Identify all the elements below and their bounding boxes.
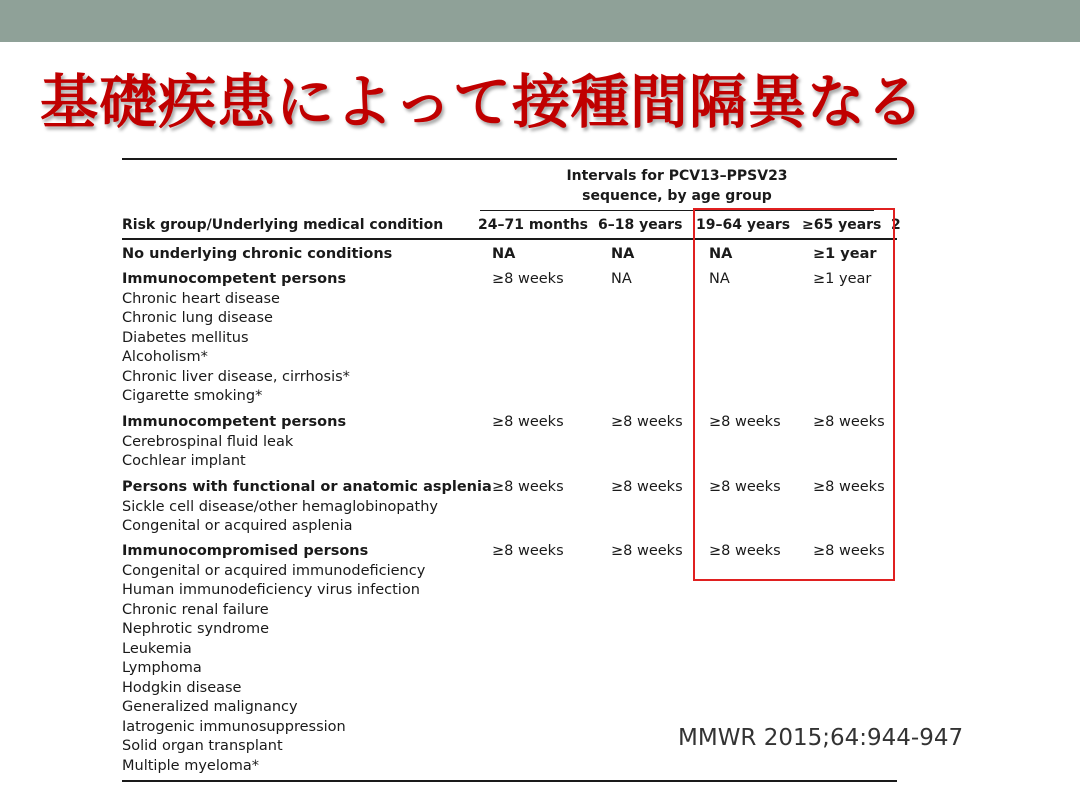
group-header-line2: sequence, by age group: [582, 188, 772, 204]
cell-65-years: ≥1 year: [813, 271, 872, 287]
row-item: Alcoholism*: [122, 349, 208, 365]
cell-6-18-years: NA: [611, 271, 632, 287]
cell-65-years: ≥8 weeks: [813, 543, 885, 559]
row-item: Chronic renal failure: [122, 601, 269, 618]
row-head: Immunocompetent persons: [122, 414, 347, 430]
cell-24-71-months: NA: [492, 246, 516, 262]
col-header-19-64-years: 19–64 years: [696, 217, 791, 233]
row-item: Cigarette smoking*: [122, 388, 263, 404]
highlight-box: [693, 208, 901, 581]
row-item: Human immunodeficiency virus infection: [122, 582, 420, 598]
cell-65-years: ≥8 weeks: [813, 414, 885, 430]
row-item: Sickle cell disease/other hemaglobinopathy: [122, 498, 438, 515]
row-label: [122, 245, 472, 265]
table-top-rule: [122, 158, 897, 160]
col-header-24-71-months: 24–71 months: [478, 217, 589, 233]
cell-65-years: ≥1 year: [813, 246, 877, 262]
group-header-line1: Intervals for PCV13–PPSV23: [566, 168, 788, 184]
col-header-risk-group: Risk group/Underlying medical condition: [122, 217, 444, 233]
row-item: Solid organ transplant: [122, 738, 283, 754]
cell-6-18-years: NA: [611, 246, 635, 262]
cell-19-64-years: NA: [709, 246, 733, 262]
top-banner: [0, 0, 1080, 42]
slide-title: 基礎疾患によって接種間隔異なる: [40, 68, 926, 136]
row-item: Chronic heart disease: [122, 290, 280, 307]
row-item: Generalized malignancy: [122, 699, 298, 715]
row-item: Nephrotic syndrome: [122, 621, 270, 637]
cell-65-years: ≥8 weeks: [813, 479, 885, 495]
row-item: Chronic lung disease: [122, 310, 273, 326]
col-header-65-years: ≥65 years: [802, 217, 882, 233]
cell-19-64-years: ≥8 weeks: [709, 414, 781, 430]
cell-19-64-years: NA: [709, 271, 730, 287]
row-item: Congenital or acquired immunodeficiency: [122, 562, 426, 579]
row-item: Cerebrospinal fluid leak: [122, 433, 294, 450]
cell-24-71-months: ≥8 weeks: [492, 543, 564, 559]
cell-24-71-months: ≥8 weeks: [492, 414, 564, 430]
row-label: [122, 270, 472, 407]
row-item: Chronic liver disease, cirrhosis*: [122, 368, 350, 385]
cell-19-64-years: ≥8 weeks: [709, 479, 781, 495]
row-head: Immunocompetent persons: [122, 271, 347, 287]
row-item: Iatrogenic immunosuppression: [122, 718, 346, 735]
row-label: [122, 413, 472, 472]
row-item: Cochlear implant: [122, 453, 246, 469]
cell-24-71-months: ≥8 weeks: [492, 479, 564, 495]
col-header-cut-off: 2: [891, 217, 901, 233]
row-item: Hodgkin disease: [122, 679, 242, 696]
row-item: Multiple myeloma*: [122, 757, 259, 774]
row-item: Lymphoma: [122, 660, 202, 676]
row-label: [122, 542, 472, 776]
col-header-6-18-years: 6–18 years: [598, 217, 683, 233]
table-bottom-rule: [122, 780, 897, 782]
row-item: Congenital or acquired asplenia: [122, 518, 353, 534]
group-header: [480, 166, 874, 206]
row-head: Persons with functional or anatomic asplenia: [122, 479, 492, 495]
cell-19-64-years: ≥8 weeks: [709, 543, 781, 559]
cell-6-18-years: ≥8 weeks: [611, 479, 683, 495]
row-item: Leukemia: [122, 640, 192, 657]
citation: MMWR 2015;64:944-947: [678, 725, 964, 751]
row-head: Immunocompromised persons: [122, 543, 369, 559]
cell-6-18-years: ≥8 weeks: [611, 543, 683, 559]
cell-6-18-years: ≥8 weeks: [611, 414, 683, 430]
row-head: No underlying chronic conditions: [122, 246, 393, 262]
row-label: [122, 478, 492, 537]
row-item: Diabetes mellitus: [122, 329, 249, 346]
cell-24-71-months: ≥8 weeks: [492, 271, 564, 287]
